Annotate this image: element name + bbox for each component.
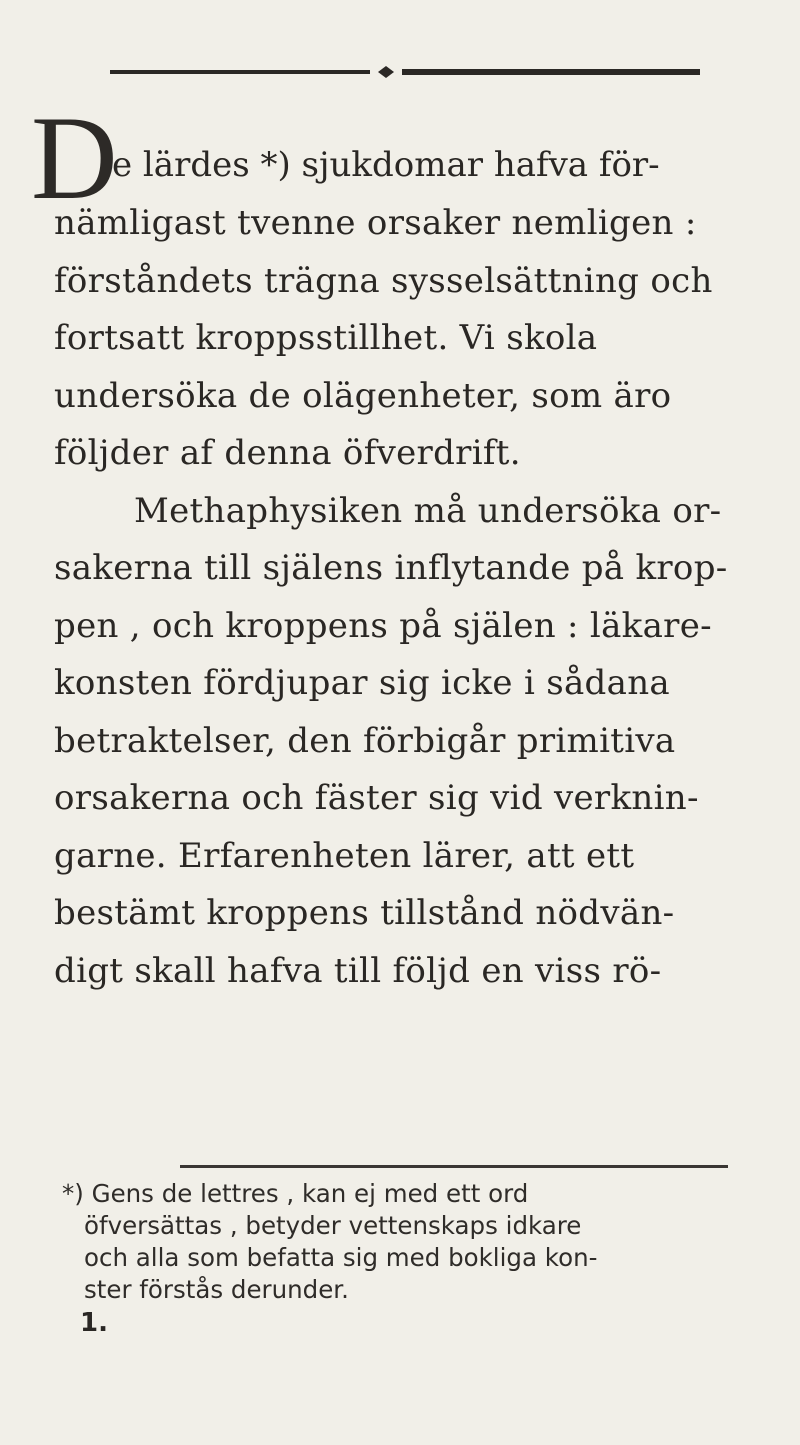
footnote-line: *) Gens de lettres , kan ej med ett ord	[62, 1179, 529, 1208]
footnote	[62, 1178, 742, 1306]
text-line: fortsatt kroppsstillhet. Vi skola	[54, 318, 598, 358]
text-line: betraktelser, den förbigår primitiva	[54, 720, 676, 761]
text-line: orsakerna och fäster sig vid verknin-	[54, 778, 699, 818]
text-line: sakerna till själens inflytande på krop-	[54, 548, 728, 588]
header-ornament-rule	[110, 64, 700, 80]
text-line: förståndets trägna sysselsättning och	[54, 260, 713, 301]
footnote-line: ster förstås derunder.	[84, 1275, 349, 1304]
footnote-line: öfversättas , betyder vettenskaps idkare	[84, 1211, 582, 1240]
text-line: Methaphysiken må undersöka or-	[134, 490, 722, 531]
signature-mark: 1.	[80, 1308, 108, 1338]
text-line: bestämt kroppens tillstånd nödvän-	[54, 893, 675, 933]
text-line: nämligast tvenne orsaker nemligen :	[54, 203, 697, 243]
text-line: undersöka de olägenheter, som äro	[54, 375, 672, 416]
footnote-line: och alla som befatta sig med bokliga kon-	[84, 1243, 598, 1272]
main-text	[54, 195, 728, 1000]
text-line: garne. Erfarenheten lärer, att ett	[54, 835, 635, 876]
first-line: e lärdes *) sjukdomar hafva för-	[112, 145, 660, 185]
drop-cap: D	[31, 91, 118, 224]
text-line: följder af denna öfverdrift.	[54, 433, 521, 473]
text-line: digt skall hafva till följd en viss rö-	[54, 950, 662, 991]
footnote-divider	[180, 1165, 728, 1168]
text-line: konsten fördjupar sig icke i sådana	[54, 663, 670, 703]
text-line: pen , och kroppens på själen : läkare-	[54, 605, 712, 646]
